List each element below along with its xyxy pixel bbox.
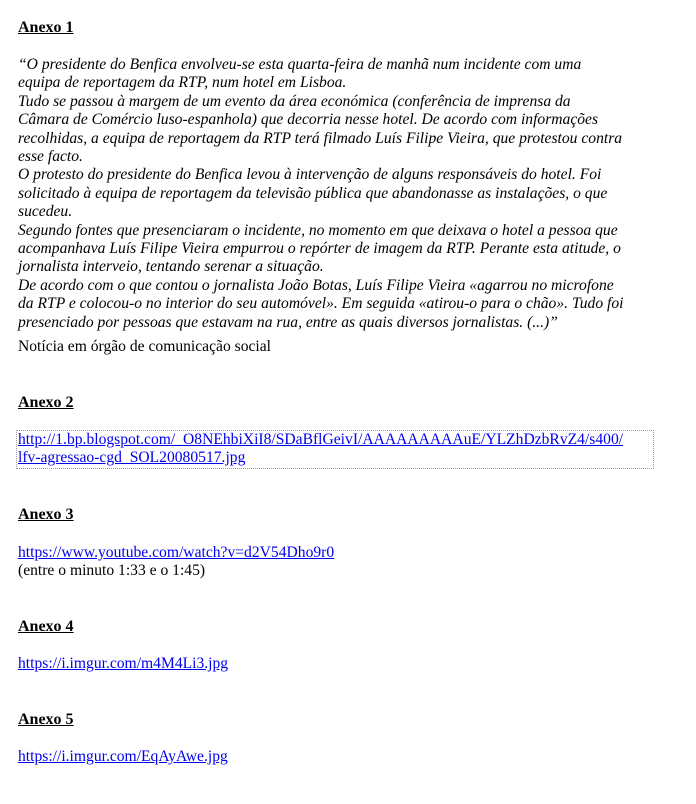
annex-4-link[interactable]: https://i.imgur.com/m4M4Li3.jpg (18, 655, 229, 672)
annex-3-link[interactable]: https://www.youtube.com/watch?v=d2V54Dho9r0 (18, 544, 335, 561)
quote-line: Segundo fontes que presenciaram o incidente, no momento em que deixava o hotel a pessoa que (18, 221, 618, 239)
annex-3-note: (entre o minuto 1:33 e o 1:45) (18, 562, 206, 579)
quote-line: Tudo se passou à margem de um evento da área económica (conferência de imprensa da (18, 92, 571, 110)
quote-line: Câmara de Comércio luso-espanhola) que decorria nesse hotel. De acordo com informações (18, 111, 599, 129)
quote-line: equipa de reportagem da RTP, num hotel em Lisboa. (18, 74, 347, 92)
annex-4-heading: Anexo 4 (18, 618, 74, 635)
quote-line: solicitado à equipa de reportagem da televisão pública que abandonasse as instalações, o que (18, 184, 608, 202)
quote-line: sucedeu. (18, 203, 73, 221)
quote-line: da RTP e colocou-o no interior do seu automóvel». Em seguida «atirou-o para o chão». Tudo foi (18, 295, 624, 313)
annex-5-heading: Anexo 5 (18, 711, 74, 728)
annex-2-heading: Anexo 2 (18, 394, 74, 411)
quote-line: acompanhava Luís Filipe Vieira empurrou o repórter de imagem da RTP. Perante esta atitude, o (18, 240, 621, 258)
quote-line: recolhidas, a equipa de reportagem da RTP terá filmado Luís Filipe Vieira, que protestou contra (18, 129, 623, 147)
quote-line: presenciado por pessoas que estavam na rua, entre as quais diversos jornalistas. (...)” (18, 313, 558, 331)
quote-line: esse facto. (18, 148, 83, 166)
quote-line: O protesto do presidente do Benfica levou à intervenção de alguns responsáveis do hotel. Foi (18, 166, 602, 184)
annex-2-link-line-1[interactable]: http://1.bp.blogspot.com/_O8NEhbiXiI8/SDaBflGeivI/AAAAAAAAAuE/YLZhDzbRvZ4/s400/ (18, 431, 624, 448)
quote-line: “O presidente do Benfica envolveu-se esta quarta-feira de manhã num incidente com uma (18, 56, 582, 73)
annex-3-heading: Anexo 3 (18, 506, 74, 523)
annex-2-link-box[interactable] (16, 430, 654, 469)
annex-2-link-line-2[interactable]: lfv-agressao-cgd_SOL20080517.jpg (18, 449, 246, 467)
annex-5-link[interactable]: https://i.imgur.com/EqAyAwe.jpg (18, 748, 228, 765)
quote-line: jornalista interveio, tentando serenar a situação. (18, 258, 324, 276)
quote-line: De acordo com o que contou o jornalista João Botas, Luís Filipe Vieira «agarrou no microfone (18, 276, 614, 294)
annex-1-quote (18, 56, 658, 332)
annex-1-source: Notícia em órgão de comunicação social (18, 338, 272, 355)
annex-1-heading: Anexo 1 (18, 19, 74, 36)
